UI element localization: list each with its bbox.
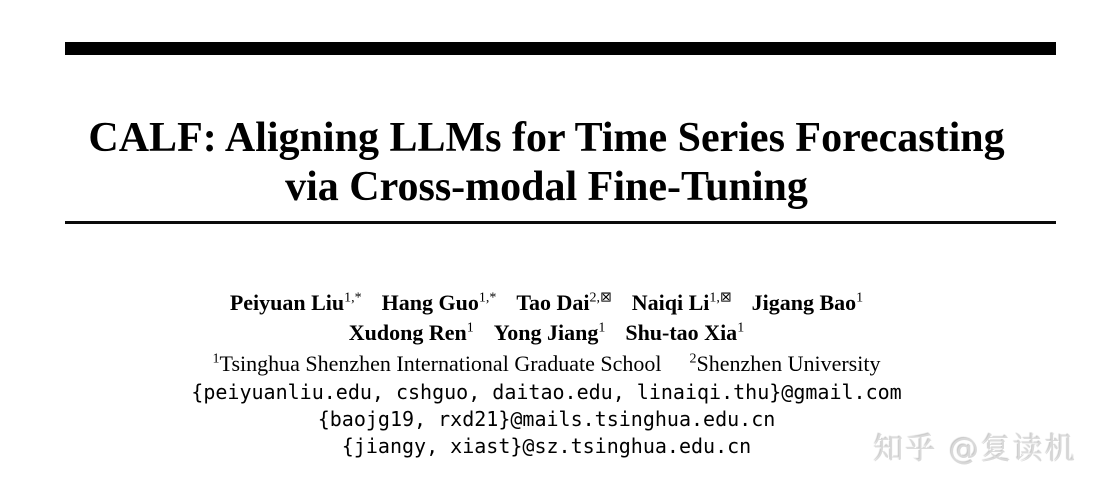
top-horizontal-rule — [65, 42, 1056, 55]
paper-title — [0, 114, 1093, 212]
author-line-2 — [0, 318, 1093, 348]
email-line: {baojg19, rxd21}@mails.tsinghua.edu.cn — [317, 407, 776, 431]
author — [752, 290, 864, 315]
email-line: {jiangy, xiast}@sz.tsinghua.edu.cn — [341, 434, 752, 458]
author-affil-marker: 1,⊠ — [709, 290, 732, 306]
author-name: Yong Jiang — [493, 320, 599, 345]
affiliation-line — [0, 348, 1093, 379]
author-affil-marker: 1 — [737, 320, 745, 336]
author — [349, 320, 474, 345]
author — [625, 320, 744, 345]
author-affil-marker: 1,* — [344, 290, 362, 306]
author-name: Hang Guo — [381, 290, 479, 315]
author-affil-marker: 1,* — [478, 290, 497, 306]
author — [494, 320, 606, 345]
author-name: Tao Dai — [516, 290, 590, 315]
email-line: {peiyuanliu.edu, cshguo, daitao.edu, linaiqi.thu}@gmail.com — [191, 380, 902, 404]
affiliation-name: Shenzhen University — [696, 351, 881, 376]
author — [632, 290, 732, 315]
author-affil-marker: 1 — [598, 320, 606, 336]
author-name: Jigang Bao — [751, 290, 857, 315]
paper-title-line2: via Cross-modal Fine-Tuning — [285, 164, 808, 211]
author-name: Shu-tao Xia — [625, 320, 738, 345]
author-affil-marker: 2,⊠ — [589, 290, 612, 306]
paper-title-line1: CALF: Aligning LLMs for Time Series Forecasting — [88, 115, 1005, 162]
author-name: Xudong Ren — [348, 320, 467, 345]
author — [230, 290, 362, 315]
author-line-1 — [0, 288, 1093, 318]
affiliation — [690, 351, 881, 376]
author-name: Naiqi Li — [631, 290, 710, 315]
author-affil-marker: 1 — [856, 290, 864, 306]
affiliation-name: Tsinghua Shenzhen International Graduate School — [219, 351, 662, 376]
author-name: Peiyuan Liu — [229, 290, 345, 315]
affiliation-marker: 1 — [212, 351, 220, 367]
author — [382, 290, 497, 315]
affiliation — [213, 351, 662, 376]
author — [516, 290, 611, 315]
title-separator-rule — [65, 221, 1056, 224]
zhihu-watermark: 知乎 @复读机 — [873, 432, 1077, 467]
affiliation-marker: 2 — [689, 351, 697, 367]
author-affil-marker: 1 — [466, 320, 474, 336]
